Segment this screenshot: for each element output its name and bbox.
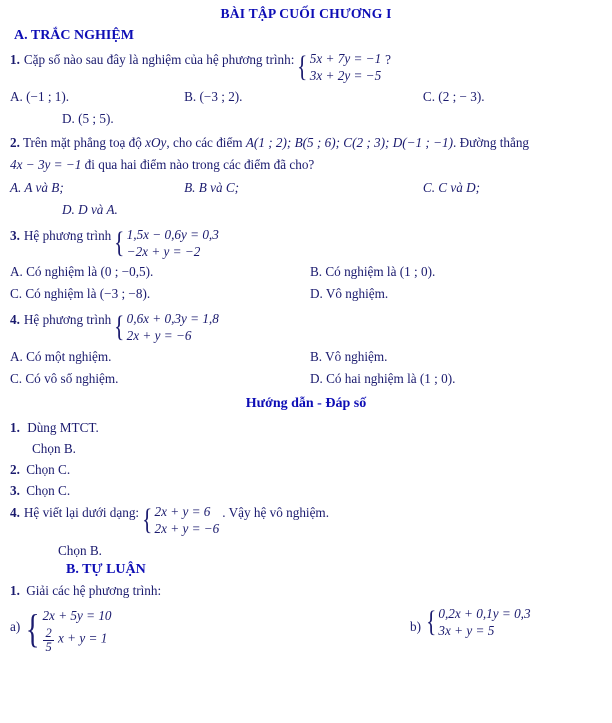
solution-4 <box>10 503 602 538</box>
solution-4-system-line-1: 2x + y = 6 <box>154 503 211 519</box>
exercise-b1-b-line-1: 0,2x + 0,1y = 0,3 <box>438 606 531 621</box>
question-2-options-row-1 <box>10 178 602 198</box>
question-3-system <box>112 226 219 261</box>
exercise-b1-a-line-2-rest: x + y = 1 <box>58 630 108 646</box>
question-4-option-b[interactable]: B. Vô nghiệm. <box>310 348 388 364</box>
question-2-option-b[interactable]: B. B và C; <box>184 179 240 195</box>
exercise-b1-part-b-label: b) <box>410 619 421 634</box>
question-2-text-2: , cho các điểm <box>166 135 243 151</box>
solution-3 <box>10 481 602 501</box>
question-2-text-3: . Đường thẳng <box>453 135 530 151</box>
question-2-text-4: đi qua hai điểm nào trong các điểm đã cho? <box>84 157 315 173</box>
section-heading-a: A. TRẮC NGHIỆM <box>14 28 134 43</box>
question-3-option-b[interactable]: B. Có nghiệm là (1 ; 0). <box>310 264 436 280</box>
question-1-qmark: ? <box>385 52 392 67</box>
left-brace-icon: { <box>297 50 308 84</box>
solution-4-tail: . Vậy hệ vô nghiệm. <box>222 504 329 520</box>
question-1-option-b[interactable]: B. (−3 ; 2). <box>184 88 243 104</box>
exercise-b1-part-b-system <box>424 605 531 640</box>
exercise-b1-number: 1. <box>10 583 20 599</box>
solution-1 <box>10 418 602 438</box>
fraction-denominator: 5 <box>45 640 52 655</box>
solution-2-number: 2. <box>10 461 20 477</box>
left-brace-icon: { <box>426 605 437 639</box>
question-3-options-row-1 <box>10 262 602 282</box>
exercise-b1 <box>10 581 602 601</box>
question-1-number: 1. <box>10 52 20 67</box>
question-1-options-row-1 <box>10 87 602 107</box>
page-title: BÀI TẬP CUỐI CHƯƠNG I <box>220 6 392 21</box>
fraction-two-fifths <box>43 627 53 654</box>
question-2-option-a[interactable]: A. A và B; <box>10 179 64 195</box>
solution-4-choice: Chọn B. <box>58 543 102 559</box>
question-3-option-d[interactable]: D. Vô nghiệm. <box>310 286 389 302</box>
solution-1-number: 1. <box>10 420 20 436</box>
question-4-options-row-1 <box>10 347 602 367</box>
solution-1-text: Dùng MTCT. <box>27 420 99 436</box>
question-1-option-d[interactable]: D. (5 ; 5). <box>62 110 114 126</box>
question-3-option-a[interactable]: A. Có nghiệm là (0 ; −0,5). <box>10 264 154 280</box>
exercise-b1-part-a-label: a) <box>10 619 21 634</box>
solution-4-system-line-2: 2x + y = −6 <box>154 520 220 536</box>
question-1-option-a[interactable]: A. (−1 ; 1). <box>10 88 70 104</box>
question-2-points: A(1 ; 2); B(5 ; 6); C(2 ; 3); D(−1 ; −1) <box>245 135 453 151</box>
question-3-options-row-2 <box>10 284 602 304</box>
left-brace-icon: { <box>114 310 125 344</box>
exercise-b1-systems <box>10 605 602 653</box>
question-4-system-line-2: 2x + y = −6 <box>126 328 192 344</box>
question-1 <box>10 50 602 85</box>
question-2-options-row-2 <box>10 200 602 220</box>
question-1-system <box>295 50 381 85</box>
question-2-option-d[interactable]: D. D và A. <box>62 201 118 217</box>
solution-heading: Hướng dẫn - Đáp số <box>245 396 367 412</box>
exercise-b1-b-line-2: 3x + y = 5 <box>438 623 495 639</box>
question-1-text: Cặp số nào sau đây là nghiệm của hệ phương trình: <box>23 52 295 67</box>
solution-2 <box>10 460 602 480</box>
question-3-system-line-1: 1,5x − 0,6y = 0,3 <box>126 226 219 242</box>
question-1-options-row-2 <box>10 109 602 129</box>
question-4 <box>10 310 602 345</box>
question-2-coordinate-system: xOy <box>145 135 167 151</box>
solution-2-text: Chọn C. <box>26 461 71 477</box>
question-2-number: 2. <box>10 135 20 151</box>
exercise-b1-part-a <box>10 605 410 653</box>
question-3-text: Hệ phương trình <box>23 227 112 243</box>
exercise-b1-a-line-1: 2x + 5y = 10 <box>42 608 112 623</box>
exercise-b1-part-b <box>410 605 532 640</box>
exercise-b1-text: Giải các hệ phương trình: <box>26 583 162 599</box>
section-heading-b: B. TỰ LUẬN <box>66 562 146 578</box>
solution-1-choice: Chọn B. <box>32 441 76 457</box>
solution-3-number: 3. <box>10 482 20 498</box>
question-4-option-c[interactable]: C. Có vô số nghiệm. <box>10 370 119 386</box>
solution-4-system <box>140 503 219 538</box>
left-brace-icon: { <box>142 502 153 536</box>
left-brace-icon: { <box>25 606 40 652</box>
exercise-b1-part-a-system <box>23 605 111 653</box>
question-2-option-c[interactable]: C. C và D; <box>422 179 481 195</box>
question-4-options-row-2 <box>10 369 602 389</box>
solution-4-text: Hệ viết lại dưới dạng: <box>23 504 140 520</box>
question-3-system-line-2: −2x + y = −2 <box>126 243 201 259</box>
question-2-line-2 <box>10 156 602 175</box>
question-3 <box>10 226 602 261</box>
question-4-text: Hệ phương trình <box>23 311 112 327</box>
question-3-number: 3. <box>10 227 20 243</box>
question-4-system-line-1: 0,6x + 0,3y = 1,8 <box>126 310 219 326</box>
fraction-numerator: 2 <box>45 626 52 641</box>
question-4-number: 4. <box>10 311 20 327</box>
question-4-system <box>112 310 219 345</box>
left-brace-icon: { <box>114 225 125 259</box>
question-2-line-equation: 4x − 3y = −1 <box>10 157 82 173</box>
question-2 <box>10 134 602 153</box>
question-1-system-line-2: 3x + 2y = −5 <box>309 68 382 84</box>
question-2-text-1: Trên mặt phẳng toạ độ <box>22 135 142 151</box>
question-3-option-c[interactable]: C. Có nghiệm là (−3 ; −8). <box>10 286 151 302</box>
solution-4-number: 4. <box>10 504 20 520</box>
question-1-system-line-1: 5x + 7y = −1 <box>309 51 382 66</box>
question-4-option-a[interactable]: A. Có một nghiệm. <box>10 348 112 364</box>
question-1-option-c[interactable]: C. (2 ; − 3). <box>422 88 485 104</box>
solution-3-text: Chọn C. <box>26 482 71 498</box>
exercise-b1-a-line-2 <box>42 626 111 653</box>
question-4-option-d[interactable]: D. Có hai nghiệm là (1 ; 0). <box>310 370 456 386</box>
